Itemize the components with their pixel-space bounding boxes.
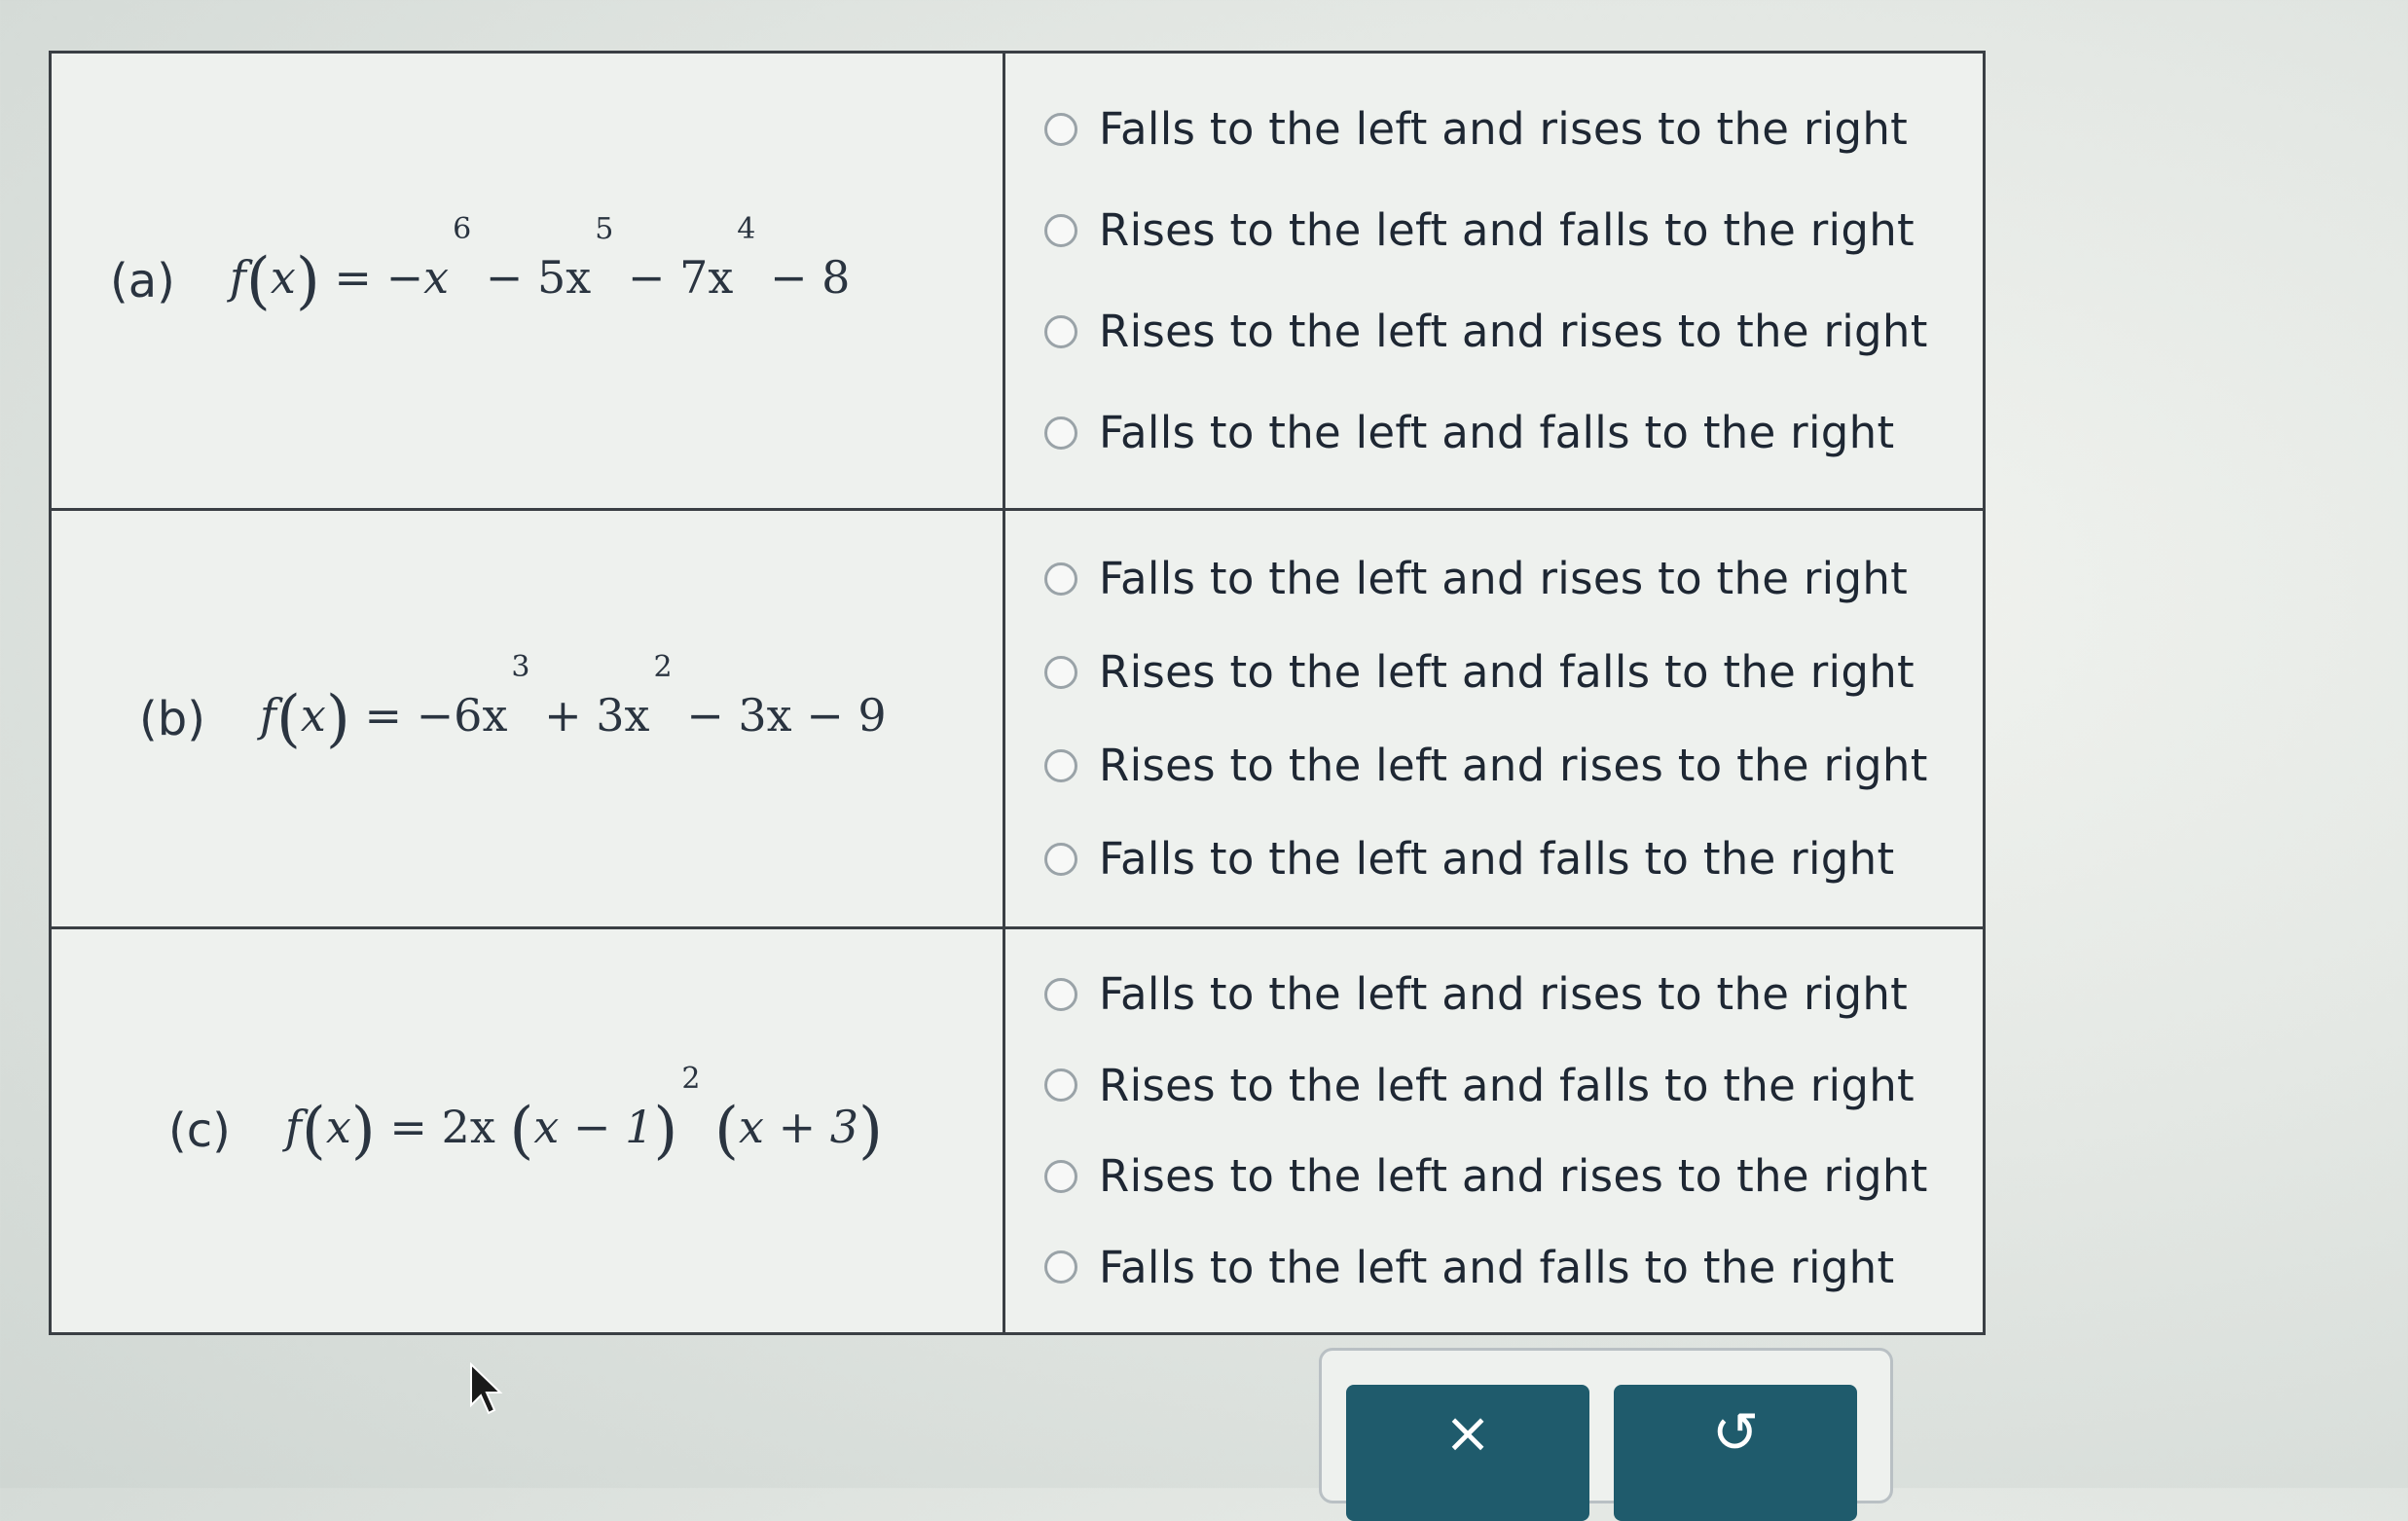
undo-icon: ↺ <box>1711 1399 1760 1466</box>
options-cell-c <box>1005 929 1983 1332</box>
radio-button[interactable] <box>1044 1250 1077 1284</box>
part-label-a: (a) <box>110 253 175 308</box>
radio-button[interactable] <box>1044 656 1077 689</box>
function-a <box>110 211 851 317</box>
function-expression-a: $f(x) = -x^6 - 5x^5 - 7x^4 - 8$ <box>229 211 851 317</box>
function-expression-c: f(x) = 2x $(x - 1)^2$ (x + 3) <box>284 1062 883 1167</box>
options-group-b <box>1044 511 1928 926</box>
option-a-4[interactable]: Falls to the left and falls to the right <box>1044 407 1928 458</box>
radio-button[interactable] <box>1044 416 1077 450</box>
undo-button[interactable] <box>1614 1385 1857 1521</box>
close-icon: × <box>1443 1399 1492 1466</box>
action-button-bar <box>1319 1348 1893 1503</box>
radio-button[interactable] <box>1044 978 1077 1011</box>
option-b-1[interactable]: Falls to the left and rises to the right <box>1044 553 1928 604</box>
function-c <box>168 1062 883 1167</box>
radio-button[interactable] <box>1044 113 1077 146</box>
function-cell-c <box>52 929 1005 1332</box>
option-c-1[interactable]: Falls to the left and rises to the right <box>1044 968 1928 1020</box>
question-table <box>49 51 1986 1335</box>
function-cell-b <box>52 511 1005 929</box>
radio-button[interactable] <box>1044 1160 1077 1193</box>
option-c-4[interactable]: Falls to the left and falls to the right <box>1044 1242 1928 1293</box>
option-b-4[interactable]: Falls to the left and falls to the right <box>1044 833 1928 885</box>
radio-button[interactable] <box>1044 214 1077 247</box>
radio-button[interactable] <box>1044 843 1077 876</box>
clear-button[interactable] <box>1346 1385 1589 1521</box>
option-a-3[interactable]: Rises to the left and rises to the right <box>1044 306 1928 357</box>
part-label-c: (c) <box>168 1104 231 1158</box>
options-cell-b <box>1005 511 1983 929</box>
option-b-2[interactable]: Rises to the left and falls to the right <box>1044 646 1928 698</box>
option-c-3[interactable]: Rises to the left and rises to the right <box>1044 1150 1928 1202</box>
radio-button[interactable] <box>1044 1068 1077 1102</box>
function-cell-a <box>52 54 1005 511</box>
function-expression-b: $f(x) = -6x^3 + 3x^2 - 3x - 9$ <box>259 649 887 755</box>
option-a-1[interactable]: Falls to the left and rises to the right <box>1044 103 1928 155</box>
options-cell-a <box>1005 54 1983 511</box>
option-c-2[interactable]: Rises to the left and falls to the right <box>1044 1060 1928 1111</box>
option-a-2[interactable]: Rises to the left and falls to the right <box>1044 204 1928 256</box>
part-label-b: (b) <box>139 691 205 746</box>
option-b-3[interactable]: Rises to the left and rises to the right <box>1044 740 1928 791</box>
radio-button[interactable] <box>1044 749 1077 782</box>
radio-button[interactable] <box>1044 315 1077 348</box>
options-group-c <box>1044 929 1928 1332</box>
mouse-pointer-icon <box>467 1362 506 1417</box>
options-group-a <box>1044 54 1928 508</box>
function-b <box>139 649 887 755</box>
radio-button[interactable] <box>1044 562 1077 596</box>
